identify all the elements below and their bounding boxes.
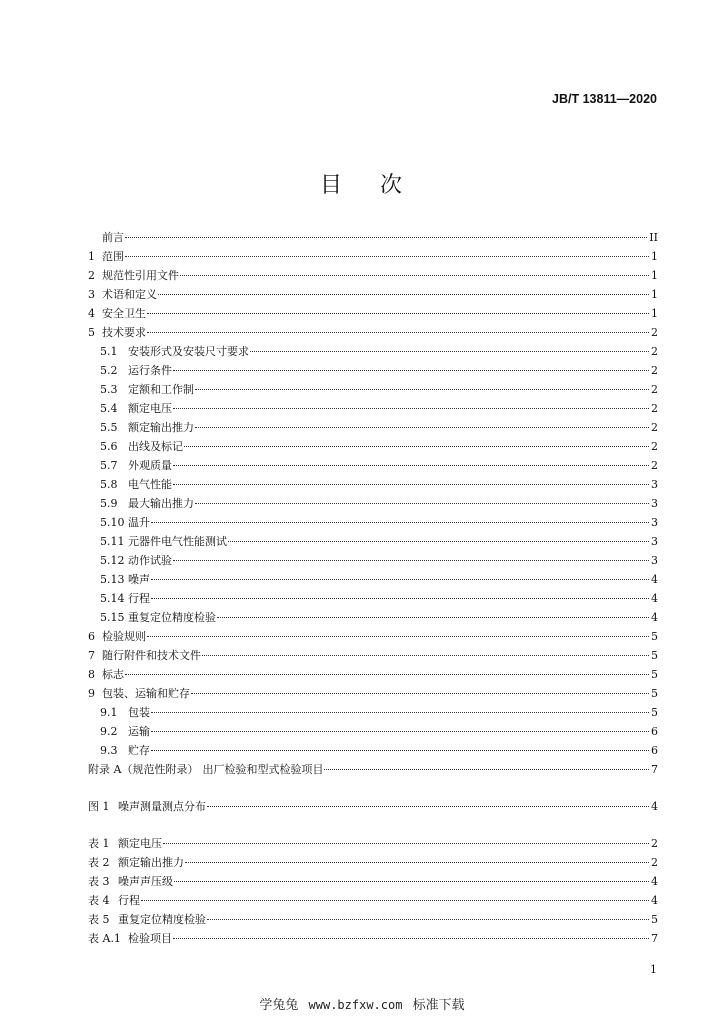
toc-entry-number: 5.4 [100,402,118,415]
toc-entry-title: 噪声 [128,573,150,586]
toc-entry-page: 1 [651,269,658,282]
dot-leader [173,938,649,939]
toc-entry[interactable] [88,342,658,361]
dot-leader [151,522,649,523]
toc-entry-number: 5.12 [100,554,125,567]
toc-entry-number: 5.5 [100,421,118,434]
toc-entry-title: 安装形式及安装尺寸要求 [128,345,249,358]
toc-entry[interactable] [88,551,658,570]
toc-entry[interactable] [88,646,658,665]
toc-entry-page: 3 [651,478,658,491]
toc-entry-title: 出线及标记 [128,440,183,453]
toc-entry-page: 4 [651,875,658,888]
toc-entry-number: 5 [88,326,95,339]
toc-entry-title: 额定输出推力 [128,421,194,434]
toc-entry-number: 3 [88,288,95,301]
dot-leader [324,769,649,770]
dot-leader [173,465,649,466]
toc-entry-title: 范围 [102,250,124,263]
toc-entry-number: 表 4 [88,894,110,907]
toc-entry-number: 9.2 [100,725,118,738]
page-number: 1 [650,963,657,976]
footer-url[interactable]: www.bzfxw.com [308,998,403,1012]
toc-entry[interactable] [88,665,658,684]
toc-entry[interactable] [88,285,658,304]
dot-leader [207,806,649,807]
toc-entry-number: 7 [88,649,95,662]
dot-leader [147,636,649,637]
toc-entry-page: 3 [651,535,658,548]
dot-leader [195,389,649,390]
toc-entry[interactable] [88,323,658,342]
toc-entry-page: 4 [651,573,658,586]
toc-entry-title: 安全卫生 [102,307,146,320]
toc-entry-number: 5.2 [100,364,118,377]
toc-entry[interactable] [88,399,658,418]
toc-entry[interactable] [88,228,658,247]
toc-entry-title: 检验项目 [128,932,172,945]
toc-entry-number: 5.10 [100,516,125,529]
toc-entry-number: 表 3 [88,875,110,888]
toc-entry-title: 元器件电气性能测试 [128,535,227,548]
toc-entry-title: 前言 [102,231,124,244]
dot-leader [185,862,649,863]
toc-entry-number: 9 [88,687,95,700]
toc-entry-page: 5 [651,913,658,926]
toc-entry-page: 2 [651,856,658,869]
toc-entry-title: 外观质量 [128,459,172,472]
toc-entry-title: 动作试验 [128,554,172,567]
toc-entry-title: 额定电压 [128,402,172,415]
toc-entry-title: 包装、运输和贮存 [102,687,190,700]
toc-entry-page: 3 [651,497,658,510]
toc-entry[interactable] [88,797,658,816]
toc-entry-page: 7 [651,763,658,776]
toc-entry-page: 5 [651,630,658,643]
toc-entry-page: 6 [651,744,658,757]
toc-entry-page: 4 [651,894,658,907]
toc-entry-number: 8 [88,668,95,681]
toc-entry-title: 贮存 [128,744,150,757]
toc-entry-title: 重复定位精度检验 [128,611,216,624]
toc-entry[interactable] [88,627,658,646]
toc-entry-number: 5.14 [100,592,125,605]
toc-tables [88,834,658,948]
dot-leader [147,332,649,333]
toc-entry-page: 2 [651,440,658,453]
toc-entry-page: 4 [651,800,658,813]
toc-entry[interactable] [88,437,658,456]
toc-entry[interactable] [88,532,658,551]
toc-entry[interactable] [88,608,658,627]
toc-entry-page: 3 [651,516,658,529]
toc-entry-number: 4 [88,307,95,320]
toc-entry-page: 1 [651,288,658,301]
toc-entry[interactable] [88,684,658,703]
toc-entry[interactable] [88,475,658,494]
toc-entry-page: 2 [651,402,658,415]
toc-entry-page: 4 [651,592,658,605]
toc-entry-number: 5.9 [100,497,118,510]
toc-entry-title: 噪声声压级 [118,875,173,888]
toc-entry[interactable] [88,513,658,532]
dot-leader [191,693,649,694]
dot-leader [173,408,649,409]
toc-entry-page: 2 [651,345,658,358]
dot-leader [217,617,649,618]
toc-entry-number: 5.1 [100,345,118,358]
toc-entry[interactable] [88,304,658,323]
dot-leader [173,560,649,561]
toc-entry[interactable] [88,929,658,948]
dot-leader [174,881,649,882]
toc-entry-page: 3 [651,554,658,567]
toc-entry[interactable] [88,760,658,779]
dot-leader [184,446,649,447]
toc-entry[interactable] [88,456,658,475]
toc-entry-page: 7 [651,932,658,945]
toc-sections [88,228,658,779]
toc-entry-number: 表 A.1 [88,932,121,945]
toc-entry[interactable] [88,834,658,853]
toc-entry-page: 1 [651,250,658,263]
dot-leader [151,712,649,713]
dot-leader [125,237,647,238]
toc-entry-page: 6 [651,725,658,738]
toc-entry[interactable] [88,910,658,929]
toc-entry-page: 2 [651,383,658,396]
toc-entry[interactable] [88,570,658,589]
toc-entry-title: 额定输出推力 [118,856,184,869]
toc-entry-page: 2 [651,459,658,472]
dot-leader [125,256,649,257]
dot-leader [180,275,649,276]
toc-entry-number: 5.3 [100,383,118,396]
dot-leader [207,919,649,920]
toc-entry-number: 5.8 [100,478,118,491]
toc-entry[interactable] [88,703,658,722]
standard-number: JB/T 13811—2020 [552,92,657,106]
dot-leader [158,294,649,295]
toc-entry-number: 图 1 [88,800,110,813]
toc-entry-title: 运输 [128,725,150,738]
toc-entry-number: 1 [88,250,95,263]
toc-entry-title: 行程 [118,894,140,907]
toc-entry[interactable] [88,247,658,266]
toc-entry-page: 5 [651,706,658,719]
toc-entry[interactable] [88,853,658,872]
toc-entry-page: 5 [651,649,658,662]
footer-watermark [0,994,724,1013]
toc-entry-page: 1 [651,307,658,320]
toc-entry[interactable] [88,891,658,910]
toc-entry-page: 2 [651,421,658,434]
dot-leader [147,313,649,314]
footer-tagline: 标准下载 [412,998,465,1013]
toc-entry-title: 额定电压 [118,837,162,850]
toc-entry-page: 5 [651,668,658,681]
toc-entry-number: 表 5 [88,913,110,926]
toc-entry-title: 包装 [128,706,150,719]
table-of-contents [88,228,658,948]
dot-leader [151,731,649,732]
dot-leader [151,579,649,580]
toc-entry[interactable] [88,872,658,891]
toc-entry-title: 随行附件和技术文件 [102,649,201,662]
toc-entry-number: 5.13 [100,573,125,586]
toc-entry[interactable] [88,722,658,741]
toc-entry-page: II [649,231,658,244]
toc-entry-title: 行程 [128,592,150,605]
toc-entry-number: 表 2 [88,856,110,869]
toc-entry[interactable] [88,741,658,760]
toc-entry-number: 5.15 [100,611,125,624]
title-part-2: 次 [380,173,405,198]
toc-entry[interactable] [88,266,658,285]
toc-entry-number: 9.3 [100,744,118,757]
toc-entry-number: 5.11 [100,535,125,548]
toc-entry-title: 电气性能 [128,478,172,491]
toc-entry-title: 标志 [102,668,124,681]
dot-leader [141,900,649,901]
dot-leader [250,351,649,352]
toc-figures [88,797,658,816]
toc-entry-number: 附录 A（规范性附录） [88,763,199,776]
dot-leader [173,370,649,371]
dot-leader [125,674,649,675]
title-part-1: 目 [319,173,344,198]
dot-leader [151,750,649,751]
toc-entry-number: 5.6 [100,440,118,453]
toc-entry-number: 表 1 [88,837,110,850]
toc-entry-number: 9.1 [100,706,118,719]
toc-entry-title: 最大输出推力 [128,497,194,510]
toc-entry[interactable] [88,494,658,513]
dot-leader [151,598,649,599]
toc-entry-title: 重复定位精度检验 [118,913,206,926]
toc-entry-title: 技术要求 [102,326,146,339]
toc-entry[interactable] [88,589,658,608]
toc-entry-title: 出厂检验和型式检验项目 [202,763,324,776]
toc-entry-page: 4 [651,611,658,624]
toc-entry[interactable] [88,418,658,437]
toc-entry-page: 2 [651,364,658,377]
dot-leader [228,541,649,542]
toc-entry-number: 5.7 [100,459,118,472]
toc-entry-title: 术语和定义 [102,288,157,301]
toc-entry-title: 运行条件 [128,364,172,377]
toc-entry-page: 2 [651,837,658,850]
toc-entry-title: 检验规则 [102,630,146,643]
toc-entry-number: 2 [88,269,95,282]
dot-leader [195,503,649,504]
toc-entry-page: 5 [651,687,658,700]
dot-leader [173,484,649,485]
toc-entry-title: 温升 [128,516,150,529]
toc-entry-number: 6 [88,630,95,643]
footer-site-name: 学兔兔 [259,998,299,1013]
dot-leader [195,427,649,428]
toc-entry-title: 噪声测量测点分布 [118,800,206,813]
toc-entry-title: 规范性引用文件 [102,269,179,282]
toc-entry-page: 2 [651,326,658,339]
toc-entry-title: 定额和工作制 [128,383,194,396]
dot-leader [163,843,649,844]
page-title [0,168,724,199]
toc-entry[interactable] [88,380,658,399]
dot-leader [202,655,649,656]
toc-entry[interactable] [88,361,658,380]
